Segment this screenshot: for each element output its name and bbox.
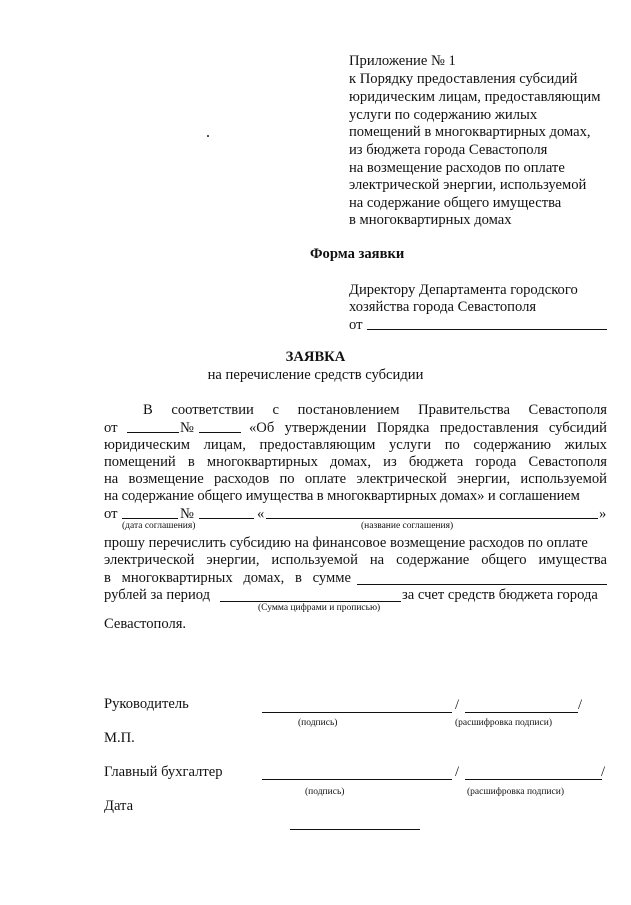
word: оплате xyxy=(304,471,347,487)
seal-label: М.П. xyxy=(104,730,135,746)
appendix-line: услуги по содержанию жилых xyxy=(349,107,538,123)
appendix-line: на возмещение расходов по оплате xyxy=(349,160,565,176)
appendix-line: электрической энергии, используемой xyxy=(349,177,587,193)
word: помещений xyxy=(104,454,176,470)
word: многоквартирных xyxy=(206,454,318,470)
appendix-line: помещений в многоквартирных домах, xyxy=(349,124,591,140)
word: субсидий xyxy=(548,420,607,436)
word: энергии, xyxy=(206,552,260,568)
accountant-decode-line xyxy=(465,779,602,780)
caption-sum: (Сумма цифрами и прописью) xyxy=(258,603,381,613)
word: на xyxy=(104,471,119,487)
sum-line xyxy=(357,584,607,585)
caption-signature: (подпись) xyxy=(298,718,338,728)
p2-line2 xyxy=(104,552,607,569)
word: в xyxy=(104,570,111,586)
addressee-from-label: от xyxy=(349,317,363,333)
p1-line3 xyxy=(104,437,607,454)
slash: / xyxy=(601,764,606,780)
word: на xyxy=(369,552,385,568)
word: услуги xyxy=(388,437,432,453)
word: имущества xyxy=(538,552,607,568)
word: домах, xyxy=(330,454,372,470)
word: из xyxy=(383,454,397,470)
caption-decode: (расшифровка подписи) xyxy=(455,718,552,728)
caption-signature: (подпись) xyxy=(305,787,345,797)
word: постановлением xyxy=(297,402,400,418)
word: В xyxy=(143,402,153,418)
word: лицам, xyxy=(203,437,246,453)
agreement-name-line xyxy=(266,518,598,519)
word: по xyxy=(444,437,460,453)
quote-open: « xyxy=(257,506,265,522)
p2-budget-text: за счет средств бюджета города xyxy=(402,587,598,603)
head-decode-line xyxy=(465,712,578,713)
appendix-line: Приложение № 1 xyxy=(349,53,456,69)
decree-number-line xyxy=(199,432,241,433)
word: города xyxy=(475,454,517,470)
p1-line2 xyxy=(249,420,607,437)
word: содержание xyxy=(396,552,470,568)
p1-number-sign: № xyxy=(180,420,194,436)
p2-line3 xyxy=(104,570,351,587)
word: многоквартирных xyxy=(121,570,233,586)
word: Севастополя xyxy=(528,454,607,470)
agreement-number-line xyxy=(199,518,254,519)
document-title: ЗАЯВКА xyxy=(285,349,346,365)
accountant-signature-line xyxy=(262,779,452,780)
head-label: Руководитель xyxy=(104,696,189,712)
p1-line5 xyxy=(104,471,607,488)
word: предоставления xyxy=(439,420,539,436)
word: бюджета xyxy=(408,454,464,470)
date-label: Дата xyxy=(104,798,134,814)
word: юридическим xyxy=(104,437,191,453)
word: электрической xyxy=(104,552,195,568)
date-line xyxy=(290,829,420,830)
decree-date-line xyxy=(127,432,179,433)
word: предоставляющим xyxy=(259,437,376,453)
p2-period-label: рублей за период xyxy=(104,587,211,603)
word: энергии, xyxy=(457,471,511,487)
appendix-line: к Порядку предоставления субсидий xyxy=(349,71,578,87)
addressee-line1: Директору Департамента городского xyxy=(349,282,578,298)
head-signature-line xyxy=(262,712,452,713)
appendix-line: на содержание общего имущества xyxy=(349,195,562,211)
word: по xyxy=(279,471,295,487)
slash: / xyxy=(455,697,460,713)
p2-line1: прошу перечислить субсидию на финансовое возмещение расходов по оплате xyxy=(104,535,588,551)
word: утверждении xyxy=(284,420,367,436)
word: жилых xyxy=(564,437,607,453)
p1-line6: на содержание общего имущества в многоквартирных домах» и соглашением xyxy=(104,488,580,504)
scan-speck xyxy=(207,135,209,137)
caption-decode: (расшифровка подписи) xyxy=(467,787,564,797)
word: Порядка xyxy=(376,420,430,436)
appendix-line: юридическим лицам, предоставляющим xyxy=(349,89,601,105)
word: содержанию xyxy=(473,437,552,453)
word: «Об xyxy=(249,420,275,436)
p1-from-label: от xyxy=(104,420,118,436)
agreement-date-line xyxy=(122,518,178,519)
word: с xyxy=(272,402,279,418)
period-line xyxy=(220,601,401,602)
word: Севастополя xyxy=(528,402,607,418)
word: в xyxy=(295,570,302,586)
word: Правительства xyxy=(418,402,510,418)
p1-line1 xyxy=(143,402,607,419)
p1-line4 xyxy=(104,454,607,471)
accountant-label: Главный бухгалтер xyxy=(104,764,223,780)
slash: / xyxy=(455,764,460,780)
word: сумме xyxy=(312,570,351,586)
word: используемой xyxy=(520,471,607,487)
caption-agreement-name: (название соглашения) xyxy=(361,521,454,531)
appendix-line: в многоквартирных домах xyxy=(349,212,512,228)
appendix-line: из бюджета города Севастополя xyxy=(349,142,548,158)
p1-agreement-number-sign: № xyxy=(180,506,194,522)
document-subtitle: на перечисление средств субсидии xyxy=(207,367,424,383)
word: соответствии xyxy=(171,402,254,418)
p2-line5: Севастополя. xyxy=(104,616,187,632)
word: возмещение xyxy=(128,471,204,487)
quote-close: » xyxy=(599,506,607,522)
slash: / xyxy=(578,697,583,713)
addressee-line2: хозяйства города Севастополя xyxy=(349,299,537,315)
caption-agreement-date: (дата соглашения) xyxy=(122,521,196,531)
form-label: Форма заявки xyxy=(310,246,405,262)
word: в xyxy=(187,454,195,470)
word: общего xyxy=(481,552,527,568)
word: используемой xyxy=(271,552,358,568)
p1-agreement-from: от xyxy=(104,506,118,522)
addressee-from-line xyxy=(367,329,607,330)
word: электрической xyxy=(356,471,447,487)
word: расходов xyxy=(213,471,270,487)
word: домах, xyxy=(243,570,285,586)
